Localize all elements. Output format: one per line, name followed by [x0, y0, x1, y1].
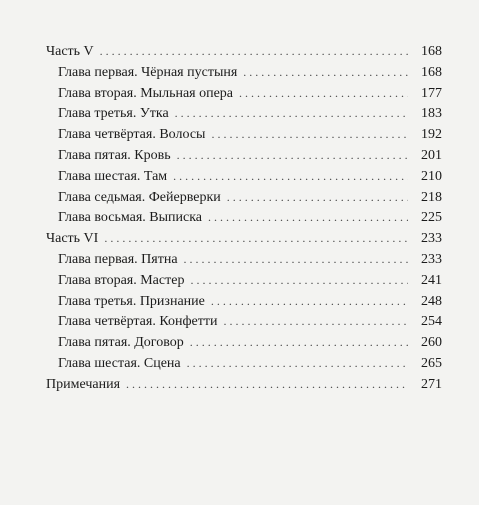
toc-entry-chapter: [46, 332, 442, 353]
dot-leader: [243, 62, 408, 83]
toc-entry-title: Глава третья. Признание: [58, 293, 205, 309]
dot-leader: [126, 374, 408, 395]
toc-entry-page: 168: [421, 44, 442, 59]
table-of-contents: [46, 41, 442, 395]
toc-entry-title: Глава пятая. Договор: [58, 335, 184, 351]
dot-leader: [104, 228, 408, 249]
toc-entry-part-6: [46, 228, 442, 249]
dot-leader: [173, 166, 408, 187]
dot-leader: [100, 41, 408, 62]
toc-entry-page: 192: [421, 127, 442, 143]
toc-entry-title: Глава вторая. Мастер: [58, 272, 185, 288]
toc-entry-title: Глава вторая. Мыльная опера: [58, 85, 234, 101]
toc-entry-chapter: [46, 249, 442, 270]
toc-entry-page: 168: [421, 64, 442, 80]
toc-entry-title: Глава первая. Чёрная пустыня: [58, 64, 238, 80]
toc-entry-title: Глава шестая. Там: [58, 168, 168, 184]
toc-entry-chapter: [46, 353, 442, 374]
toc-entry-title: Глава четвёртая. Волосы: [58, 127, 206, 143]
toc-entry-chapter: [46, 103, 442, 124]
toc-entry-title: Часть VI: [46, 231, 99, 247]
toc-entry-title: Примечания: [46, 376, 121, 392]
toc-entry-title: Глава пятая. Кровь: [58, 147, 171, 163]
toc-entry-page: 254: [421, 314, 442, 330]
toc-entry-chapter: [46, 124, 442, 145]
toc-entry-notes: [46, 374, 442, 395]
toc-entry-page: 271: [421, 376, 442, 392]
dot-leader: [187, 353, 408, 374]
toc-entry-page: 265: [421, 355, 442, 371]
dot-leader: [211, 124, 408, 145]
toc-entry-page: 210: [421, 168, 442, 184]
dot-leader: [211, 291, 408, 312]
toc-entry-chapter: [46, 83, 442, 104]
toc-entry-page: 233: [421, 251, 442, 267]
dot-leader: [175, 103, 408, 124]
toc-entry-part-5: [46, 41, 442, 62]
toc-entry-title: Часть V: [46, 44, 94, 59]
toc-entry-title: Глава четвёртая. Конфетти: [58, 314, 218, 330]
dot-leader: [177, 145, 408, 166]
toc-entry-page: 225: [421, 210, 442, 226]
toc-entry-page: 248: [421, 293, 442, 309]
toc-entry-chapter: [46, 187, 442, 208]
toc-entry-chapter: [46, 207, 442, 228]
toc-entry-page: 183: [421, 106, 442, 122]
dot-leader: [239, 83, 408, 104]
toc-entry-chapter: [46, 291, 442, 312]
dot-leader: [190, 270, 408, 291]
toc-entry-chapter: [46, 145, 442, 166]
toc-entry-title: Глава седьмая. Фейерверки: [58, 189, 221, 205]
toc-entry-title: Глава шестая. Сцена: [58, 355, 181, 371]
toc-entry-page: 241: [421, 272, 442, 288]
toc-entry-page: 233: [421, 231, 442, 247]
dot-leader: [227, 187, 408, 208]
dot-leader: [208, 207, 408, 228]
toc-entry-chapter: [46, 62, 442, 83]
toc-entry-page: 218: [421, 189, 442, 205]
dot-leader: [190, 332, 408, 353]
toc-entry-title: Глава первая. Пятна: [58, 251, 178, 267]
toc-entry-chapter: [46, 166, 442, 187]
toc-entry-page: 201: [421, 147, 442, 163]
toc-entry-page: 260: [421, 335, 442, 351]
toc-entry-page: 177: [421, 85, 442, 101]
dot-leader: [184, 249, 408, 270]
toc-entry-title: Глава восьмая. Выписка: [58, 210, 203, 226]
toc-entry-chapter: [46, 270, 442, 291]
toc-entry-chapter: [46, 311, 442, 332]
dot-leader: [223, 311, 408, 332]
toc-entry-title: Глава третья. Утка: [58, 106, 169, 122]
